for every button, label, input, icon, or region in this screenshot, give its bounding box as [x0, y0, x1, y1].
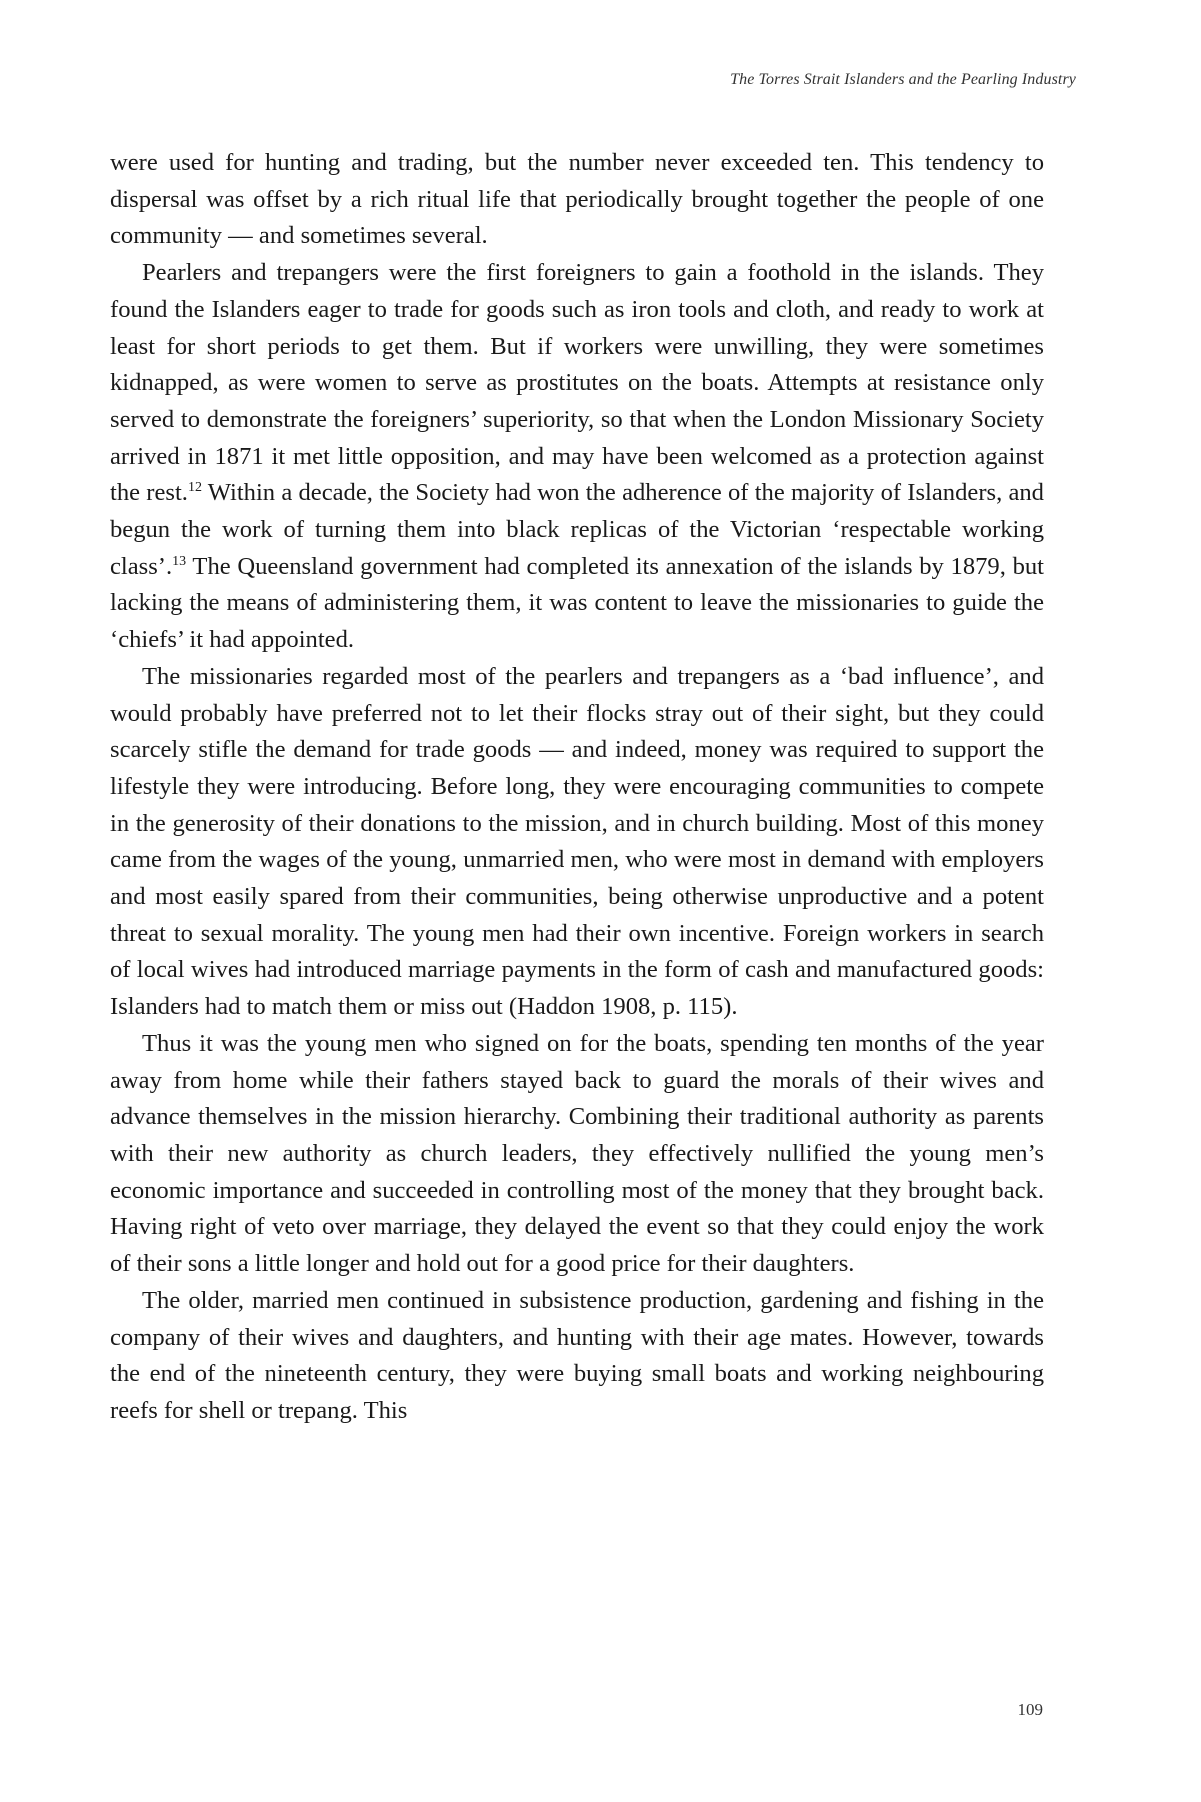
paragraph-2-part-b: Within a decade, the Society had won the adherence of the majority of Islanders, and begun the work of turning them into black replicas of the Victorian ‘respectable working class’. [110, 479, 1044, 580]
paragraph-2-part-a: Pearlers and trepangers were the first foreigners to gain a foothold in the islands. They found the Islanders eager to trade for goods such as iron tools and cloth, and ready to work at least for short periods to get them. But if workers were unwilling, they were sometimes kidnapped, as were women to serve as prostitutes on the boats. Attempts at resistance only served to demonstrate the foreigners’ superiority, so that when the London Missionary Society arrived in 1871 it met little opposition, and may have been welcomed as a protection against the rest. [110, 259, 1044, 507]
paragraph-2-part-c: The Queensland government had completed its annexation of the islands by 1879, but lacking the means of administering them, it was content to leave the missionaries to guide the ‘chiefs’ it had appointed. [110, 552, 1044, 654]
body-text [110, 145, 1044, 1430]
paragraph-1: were used for hunting and trading, but the number never exceeded ten. This tendency to dispersal was offset by a rich ritual life that periodically brought together the people of one community — and sometimes several. [110, 149, 1044, 250]
paragraph-2 [110, 255, 1044, 659]
footnote-ref-12[interactable]: 12 [187, 480, 202, 496]
footnote-ref-13[interactable]: 13 [172, 553, 187, 569]
page-number: 109 [1017, 1700, 1043, 1719]
paragraph-3: The missionaries regarded most of the pearlers and trepangers as a ‘bad influence’, and would probably have preferred not to let their flocks stray out of their sight, but they could scarcely stifle the demand for trade goods — and indeed, money was required to support the lifestyle they were introducing. Before long, they were encouraging communities to compete in the generosity of their donations to the mission, and in church building. Most of this money came from the wages of the young, unmarried men, who were most in demand with employers and most easily spared from their communities, being otherwise unproductive and a potent threat to sexual morality. The young men had their own incentive. Foreign workers in search of local wives had introduced marriage payments in the form of cash and manufactured goods: Islanders had to match them or miss out (Haddon 1908, p. 115). [110, 662, 1044, 1021]
paragraph-4: Thus it was the young men who signed on for the boats, spending ten months of the year away from home while their fathers stayed back to guard the morals of their wives and advance themselves in the mission hierarchy. Combining their traditional authority as parents with their new authority as church leaders, they effectively nullified the young men’s economic importance and succeeded in controlling most of the money that they brought back. Having right of veto over marriage, they delayed the event so that they could enjoy the work of their sons a little longer and hold out for a good price for their daughters. [110, 1029, 1044, 1278]
running-header: The Torres Strait Islanders and the Pearling Industry [730, 71, 1076, 88]
paragraph-5: The older, married men continued in subsistence production, gardening and fishing in the company of their wives and daughters, and hunting with their age mates. However, towards the end of the nineteenth century, they were buying small boats and working neighbouring reefs for shell or trepang. This [110, 1286, 1044, 1424]
